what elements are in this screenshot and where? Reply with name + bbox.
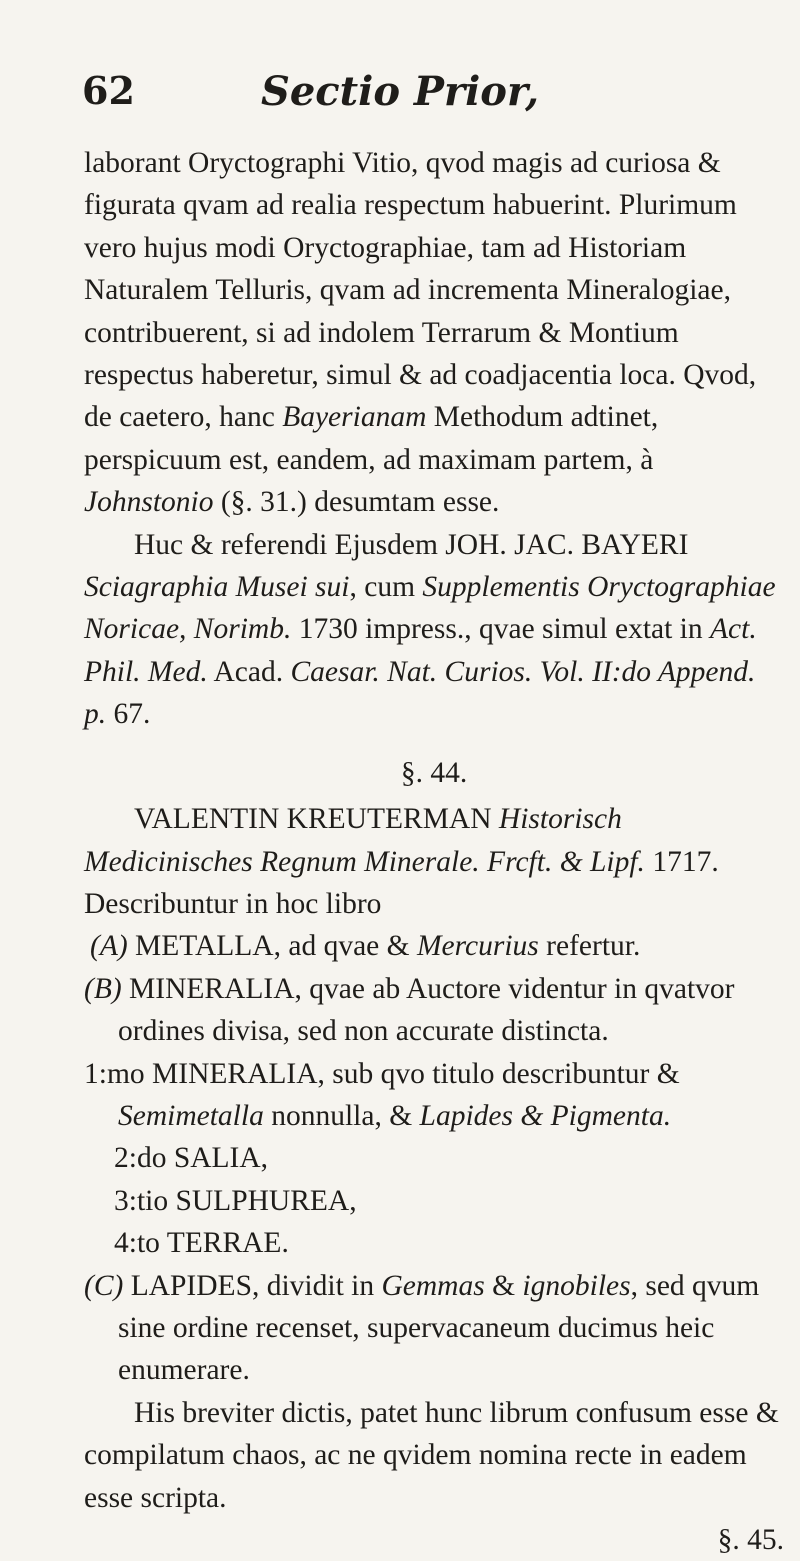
author-name: VALENTIN KREUTERMAN xyxy=(134,803,492,836)
book-title: Historisch Medicinisches Regnum Minerale. Frcft. & Lipf. xyxy=(84,803,645,878)
list-item-a: (A) METALLA, ad qvae & Mercurius refertur. xyxy=(90,930,641,963)
body-text xyxy=(84,142,784,1561)
section-mark: §. 44. xyxy=(400,756,468,789)
order-4: 4:to TERRAE. xyxy=(114,1227,289,1260)
page-number: 62 xyxy=(82,68,135,113)
list-item-b: (B) MINERALIA, qvae ab Auctore videntur in qvatvor ordines divisa, sed non accurate distincta. xyxy=(84,972,735,1048)
running-title: Sectio Prior, xyxy=(260,68,540,115)
catch-word: §. 45. xyxy=(717,1524,784,1556)
order-2: 2:do SALIA, xyxy=(114,1142,269,1175)
paragraph-closing: His breviter dictis, patet hunc librum confusum esse & compilatum chaos, ac ne qvidem nomina recte in eadem esse scripta. xyxy=(84,1396,779,1514)
order-1: 1:mo MINERALIA, sub qvo titulo describuntur & Semimetalla nonnulla, & Lapides & Pigmenta. xyxy=(84,1057,680,1132)
paragraph-bayeri: Huc & referendi Ejusdem JOH. JAC. BAYERI Sciagraphia Musei sui, cum Supplementis Oryctographiae Noricae, Norimb. 1730 impress., qvae simul extat in Act. Phil. Med. Acad. Caesar. Nat. Curios. Vol. II:do Append. p. 67. xyxy=(84,528,776,731)
page-header xyxy=(0,68,800,128)
paragraph-methodus: laborant Oryctographi Vitio, qvod magis ad curiosa & figurata qvam ad realia respectum habuerint. Plurimum vero hujus modi Oryctographiae, tam ad Historiam Naturalem Telluris, qvam ad incrementa Mineralogiae, contribuerent, si ad indolem Terrarum & Montium respectus haberetur, simul & ad coadjacentia loca. Qvod, de caetero, hanc Bayerianam Methodum adtinet, perspicuum est, eandem, ad maximam partem, à Johnstonio (§. 31.) desumtam esse. xyxy=(84,147,757,519)
paragraph-kreuterman: VALENTIN KREUTERMAN Historisch Medicinisches Regnum Minerale. Frcft. & Lipf. 1717. Describuntur in hoc libro xyxy=(84,803,719,920)
list-item-c: (C) LAPIDES, dividit in Gemmas & ignobiles, sed qvum sine ordine recenset, supervacaneum ducimus heic enumerare. xyxy=(84,1269,760,1387)
order-3: 3:tio SULPHUREA, xyxy=(114,1184,357,1217)
